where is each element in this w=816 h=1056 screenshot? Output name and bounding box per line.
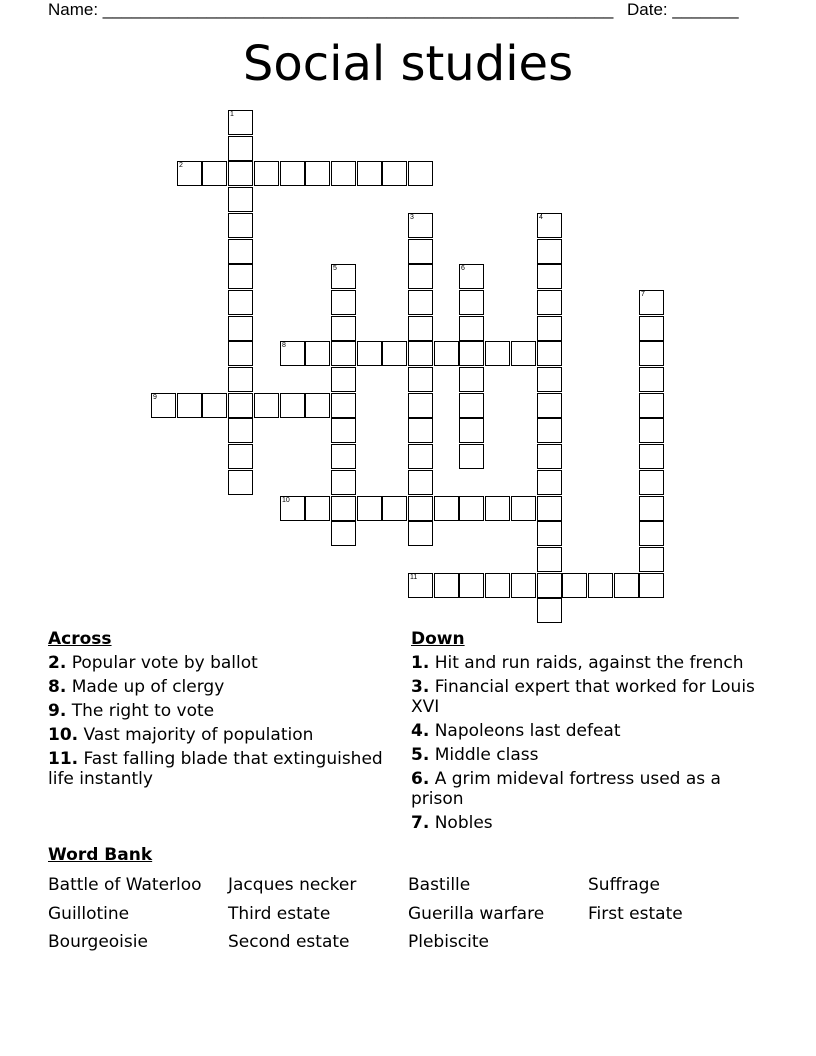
across-clue <box>48 701 393 721</box>
crossword-cell[interactable] <box>459 418 484 443</box>
across-clue <box>48 725 393 745</box>
crossword-cell[interactable] <box>357 161 382 186</box>
crossword-cell[interactable] <box>331 521 356 546</box>
crossword-cell[interactable] <box>614 573 639 598</box>
crossword-cell[interactable] <box>639 444 664 469</box>
crossword-cell[interactable] <box>434 341 459 366</box>
clue-text: Made up of clergy <box>71 677 225 697</box>
crossword-cell[interactable] <box>202 161 227 186</box>
clue-number: 10. <box>48 725 79 745</box>
crossword-cell[interactable] <box>459 264 484 289</box>
word-bank-item: Guillotine <box>48 904 130 924</box>
cell-number: 3 <box>410 214 414 221</box>
word-bank-item: Battle of Waterloo <box>48 875 202 895</box>
clue-text: The right to vote <box>71 701 215 721</box>
cell-number: 8 <box>282 342 286 349</box>
word-bank-item: Bourgeoisie <box>48 932 148 952</box>
crossword-cell[interactable] <box>331 470 356 495</box>
crossword-cell[interactable] <box>331 290 356 315</box>
crossword-cell[interactable] <box>331 367 356 392</box>
clue-text: Popular vote by ballot <box>71 653 258 673</box>
crossword-cell[interactable] <box>537 393 562 418</box>
clue-text: A grim mideval fortress used as a prison <box>411 769 721 809</box>
crossword-cell[interactable] <box>639 341 664 366</box>
clue-number: 6. <box>411 769 430 789</box>
crossword-cell[interactable] <box>228 136 253 161</box>
crossword-cell[interactable] <box>408 496 433 521</box>
crossword-cell[interactable] <box>459 393 484 418</box>
crossword-cell[interactable] <box>537 598 562 623</box>
crossword-cell[interactable] <box>331 418 356 443</box>
crossword-cell[interactable] <box>305 341 330 366</box>
clue-text: Hit and run raids, against the french <box>434 653 744 673</box>
crossword-cell[interactable] <box>228 213 253 238</box>
clue-text: Napoleons last defeat <box>434 721 621 741</box>
across-clue <box>48 677 393 697</box>
crossword-cell[interactable] <box>639 393 664 418</box>
crossword-cell[interactable] <box>459 367 484 392</box>
crossword-cell[interactable] <box>382 496 407 521</box>
crossword-cell[interactable] <box>305 161 330 186</box>
crossword-cell[interactable] <box>305 393 330 418</box>
crossword-cell[interactable] <box>537 264 562 289</box>
word-bank-item: Guerilla warfare <box>408 904 545 924</box>
crossword-cell[interactable] <box>537 496 562 521</box>
crossword-cell[interactable] <box>537 573 562 598</box>
crossword-cell[interactable] <box>639 496 664 521</box>
cell-number: 9 <box>153 394 157 401</box>
cell-number: 5 <box>333 265 337 272</box>
crossword-cell[interactable] <box>408 341 433 366</box>
name-field-label: Name: ______________________________________________________ <box>48 0 614 19</box>
crossword-cell[interactable] <box>177 393 202 418</box>
crossword-cell[interactable] <box>408 367 433 392</box>
crossword-cell[interactable] <box>639 470 664 495</box>
down-clues <box>411 629 756 837</box>
crossword-cell[interactable] <box>357 341 382 366</box>
crossword-cell[interactable] <box>228 316 253 341</box>
crossword-cell[interactable] <box>459 496 484 521</box>
crossword-cell[interactable] <box>280 341 305 366</box>
crossword-cell[interactable] <box>639 547 664 572</box>
clue-number: 9. <box>48 701 67 721</box>
crossword-cell[interactable] <box>408 470 433 495</box>
crossword-cell[interactable] <box>228 393 253 418</box>
cell-number: 7 <box>641 291 645 298</box>
crossword-cell[interactable] <box>382 341 407 366</box>
crossword-cell[interactable] <box>331 264 356 289</box>
page-title: Social studies <box>242 36 574 92</box>
clue-number: 11. <box>48 749 79 769</box>
crossword-cell[interactable] <box>639 573 664 598</box>
crossword-cell[interactable] <box>459 316 484 341</box>
crossword-cell[interactable] <box>511 341 536 366</box>
crossword-cell[interactable] <box>228 110 253 135</box>
crossword-cell[interactable] <box>639 290 664 315</box>
crossword-cell[interactable] <box>408 264 433 289</box>
cell-number: 2 <box>179 162 183 169</box>
word-bank-item: Second estate <box>228 932 350 952</box>
crossword-cell[interactable] <box>639 316 664 341</box>
crossword-cell[interactable] <box>280 161 305 186</box>
crossword-cell[interactable] <box>511 496 536 521</box>
word-bank-item: Bastille <box>408 875 471 895</box>
crossword-cell[interactable] <box>280 393 305 418</box>
crossword-cell[interactable] <box>408 444 433 469</box>
crossword-cell[interactable] <box>228 239 253 264</box>
crossword-cell[interactable] <box>434 496 459 521</box>
crossword-cell[interactable] <box>228 367 253 392</box>
crossword-cell[interactable] <box>537 290 562 315</box>
word-bank-item: Plebiscite <box>408 932 489 952</box>
crossword-cell[interactable] <box>357 496 382 521</box>
crossword-cell[interactable] <box>151 393 176 418</box>
cell-number: 6 <box>461 265 465 272</box>
crossword-cell[interactable] <box>537 418 562 443</box>
crossword-cell[interactable] <box>202 393 227 418</box>
across-clues <box>48 629 393 793</box>
crossword-cell[interactable] <box>562 573 587 598</box>
crossword-cell[interactable] <box>537 367 562 392</box>
cell-number: 1 <box>230 111 234 118</box>
crossword-cell[interactable] <box>537 444 562 469</box>
crossword-cell[interactable] <box>408 161 433 186</box>
down-clue <box>411 653 756 673</box>
crossword-cell[interactable] <box>459 290 484 315</box>
crossword-cell[interactable] <box>331 161 356 186</box>
clue-number: 8. <box>48 677 67 697</box>
crossword-cell[interactable] <box>639 521 664 546</box>
crossword-cell[interactable] <box>228 187 253 212</box>
across-clue <box>48 653 393 673</box>
clue-text: Fast falling blade that extinguished life instantly <box>48 749 383 789</box>
clue-text: Middle class <box>434 745 539 765</box>
crossword-cell[interactable] <box>639 367 664 392</box>
crossword-cell[interactable] <box>331 341 356 366</box>
crossword-cell[interactable] <box>485 573 510 598</box>
cell-number: 11 <box>410 574 418 581</box>
crossword-cell[interactable] <box>408 213 433 238</box>
cell-number: 10 <box>282 497 290 504</box>
crossword-cell[interactable] <box>459 573 484 598</box>
crossword-cell[interactable] <box>331 496 356 521</box>
down-clue <box>411 813 756 833</box>
down-clue <box>411 745 756 765</box>
crossword-cell[interactable] <box>408 316 433 341</box>
clue-text: Financial expert that worked for Louis XVI <box>411 677 755 717</box>
word-bank-item: Suffrage <box>588 875 660 895</box>
word-bank-item: Third estate <box>228 904 331 924</box>
clue-number: 1. <box>411 653 430 673</box>
down-clue <box>411 677 756 717</box>
crossword-cell[interactable] <box>408 418 433 443</box>
crossword-cell[interactable] <box>331 393 356 418</box>
crossword-cell[interactable] <box>382 161 407 186</box>
crossword-cell[interactable] <box>537 470 562 495</box>
crossword-cell[interactable] <box>228 444 253 469</box>
crossword-cell[interactable] <box>537 316 562 341</box>
crossword-cell[interactable] <box>408 573 433 598</box>
date-field-label: Date: _______ <box>627 0 739 19</box>
crossword-cell[interactable] <box>228 161 253 186</box>
crossword-cell[interactable] <box>408 239 433 264</box>
crossword-cell[interactable] <box>537 213 562 238</box>
word-bank-item: Jacques necker <box>228 875 357 895</box>
clue-number: 5. <box>411 745 430 765</box>
across-heading: Across <box>48 629 112 649</box>
crossword-cell[interactable] <box>280 496 305 521</box>
crossword-cell[interactable] <box>408 393 433 418</box>
crossword-cell[interactable] <box>459 341 484 366</box>
crossword-cell[interactable] <box>228 418 253 443</box>
clue-text: Vast majority of population <box>83 725 314 745</box>
crossword-cell[interactable] <box>228 470 253 495</box>
crossword-cell[interactable] <box>331 444 356 469</box>
crossword-cell[interactable] <box>537 521 562 546</box>
crossword-cell[interactable] <box>177 161 202 186</box>
crossword-cell[interactable] <box>434 573 459 598</box>
clue-number: 2. <box>48 653 67 673</box>
clue-number: 7. <box>411 813 430 833</box>
crossword-cell[interactable] <box>459 444 484 469</box>
crossword-cell[interactable] <box>305 496 330 521</box>
crossword-cell[interactable] <box>485 496 510 521</box>
clue-number: 3. <box>411 677 430 697</box>
crossword-cell[interactable] <box>408 290 433 315</box>
crossword-cell[interactable] <box>485 341 510 366</box>
down-clue <box>411 769 756 809</box>
crossword-cell[interactable] <box>254 393 279 418</box>
crossword-cell[interactable] <box>228 264 253 289</box>
crossword-cell[interactable] <box>228 341 253 366</box>
crossword-cell[interactable] <box>408 521 433 546</box>
crossword-cell[interactable] <box>537 547 562 572</box>
down-clue <box>411 721 756 741</box>
clue-number: 4. <box>411 721 430 741</box>
down-heading: Down <box>411 629 465 649</box>
crossword-cell[interactable] <box>639 418 664 443</box>
word-bank-item: First estate <box>588 904 683 924</box>
crossword-cell[interactable] <box>537 239 562 264</box>
crossword-cell[interactable] <box>588 573 613 598</box>
clue-text: Nobles <box>434 813 493 833</box>
crossword-cell[interactable] <box>537 341 562 366</box>
crossword-cell[interactable] <box>511 573 536 598</box>
word-bank-title: Word Bank <box>48 845 153 865</box>
crossword-cell[interactable] <box>254 161 279 186</box>
cell-number: 4 <box>539 214 543 221</box>
across-clue <box>48 749 393 789</box>
crossword-cell[interactable] <box>228 290 253 315</box>
crossword-cell[interactable] <box>331 316 356 341</box>
